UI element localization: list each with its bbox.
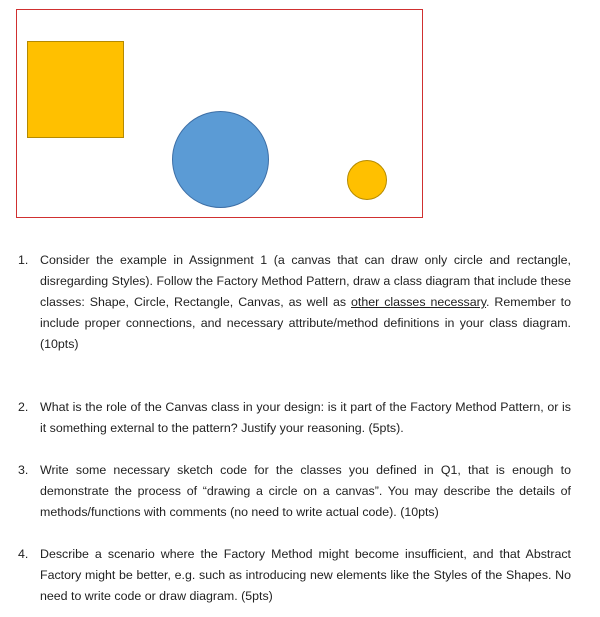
question-number: 3. xyxy=(18,463,29,477)
question-text: Describe a scenario where the Factory Method might become insufficient, and that Abstract Factory might be better, e.g. such as introducing new elements like the Styles of the Shapes. No need to write code or draw diagram. (5pts) xyxy=(40,547,571,603)
question-number: 2. xyxy=(18,400,29,414)
question-text-part: . Remember to include proper connections, and necessary attribute/method definitions in your class diagram. (10pts) xyxy=(40,295,572,351)
question-1 xyxy=(18,250,571,355)
question-text-part: Consider the example in Assignment 1 (a canvas that can draw only circle and rectangle, disregarding Styles). Follow the Factory Method Pattern, draw a class diagram that include these classes: Shape, Circle, Rectangle, Canvas, as well as xyxy=(40,253,571,309)
question-4 xyxy=(18,544,571,607)
question-list xyxy=(18,250,571,607)
small-circle-shape xyxy=(347,160,387,200)
question-text: What is the role of the Canvas class in your design: is it part of the Factory Method Pattern, or is it something external to the pattern? Justify your reasoning. (5pts). xyxy=(40,400,571,435)
question-text: Write some necessary sketch code for the classes you defined in Q1, that is enough to demonstrate the process of “drawing a circle on a canvas”. You may describe the details of methods/functions with comments (no need to write actual code). (10pts) xyxy=(40,463,571,519)
question-text-underlined: other classes necessary xyxy=(351,295,487,309)
question-number: 1. xyxy=(18,253,29,267)
canvas-illustration xyxy=(16,9,423,218)
question-text xyxy=(40,253,571,351)
rectangle-shape xyxy=(27,41,124,138)
question-3 xyxy=(18,460,571,523)
question-2 xyxy=(18,397,571,439)
large-circle-shape xyxy=(172,111,269,208)
question-number: 4. xyxy=(18,547,29,561)
